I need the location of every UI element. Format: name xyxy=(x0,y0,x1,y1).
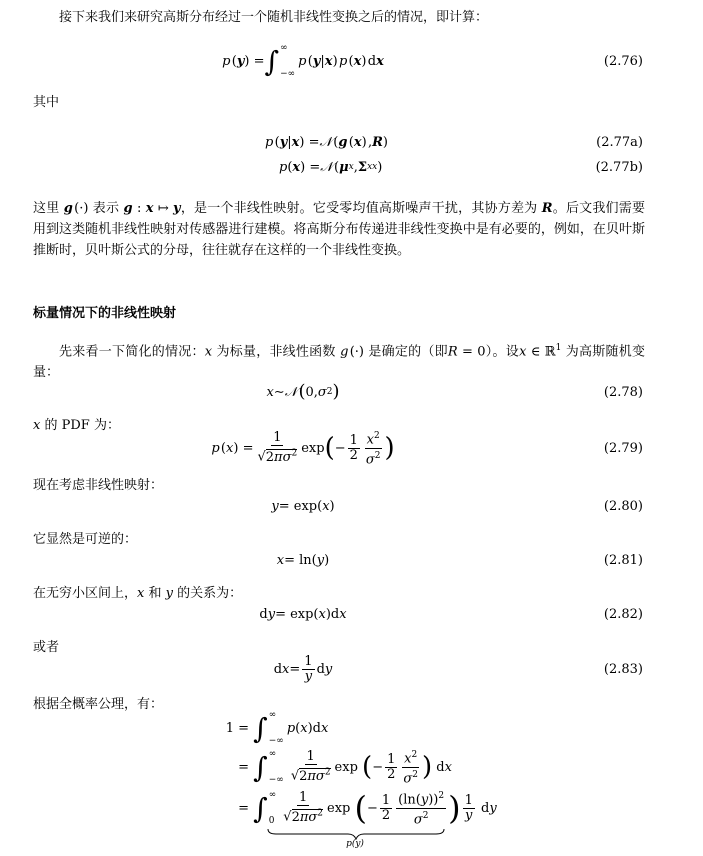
equation-2-82-body: d y = exp( x )d x xyxy=(259,606,347,622)
equation-2-78 xyxy=(33,378,643,406)
equation-2-82 xyxy=(33,602,643,626)
interval-text-3: 的关系为： xyxy=(177,586,243,601)
equation-number: (2.79) xyxy=(603,440,643,456)
derivation-line-2: = ∫ ∞ −∞ $\frac{1}{√2\pi\sigma^2}$ exp ( − $\frac{1}{2}$ $\frac{x^2}{\sigma^2}$ ) d x xyxy=(234,749,452,786)
where-paragraph xyxy=(33,92,645,113)
equation-number: (2.76) xyxy=(603,53,643,69)
equation-2-80 xyxy=(33,494,643,518)
equation-2-77a-body: p ( y | x ) = 𝒩 ( g ( x ) , R ) xyxy=(265,134,388,150)
mapping-description-paragraph: 这里 g (·) 表示 g : x ↦ y，是一个非线性映射。它受零均值高斯噪声干扰，其协方差为 R。后文我们需要用到这类随机非线性映射对传感器进行建模。将高斯分布传递进非线性变换中是有必要的，例如，在贝叶斯推断时，贝叶斯公式的分母，往往就存在这样的一个非线性变换。 xyxy=(33,201,645,258)
equation-number: (2.82) xyxy=(603,606,643,622)
consider-paragraph xyxy=(33,475,645,496)
equation-2-83-body: d x = $\frac{1}{y}$ d y xyxy=(273,653,333,684)
interval-text-1: 在无穷小区间上， xyxy=(33,586,138,601)
equation-number: (2.78) xyxy=(603,384,643,400)
intro-paragraph xyxy=(33,7,645,28)
pdf-text: 的 PDF 为： xyxy=(44,418,120,433)
invertible-paragraph xyxy=(33,529,645,550)
interval-text-2: 和 xyxy=(148,586,162,601)
mapping-text-2: 表示 xyxy=(92,201,120,216)
invertible-text: 它显然是可逆的： xyxy=(33,532,138,547)
equation-2-77a xyxy=(33,130,643,154)
equation-2-76-body: p ( y ) = ∫ ∞ −∞ p ( y | x ) p ( x ) d x xyxy=(222,43,384,79)
equation-number: (2.77b) xyxy=(595,159,643,175)
section-heading: 标量情况下的非线性映射 xyxy=(33,306,177,321)
equation-number: (2.81) xyxy=(603,552,643,568)
equation-2-80-body: y = exp( x ) xyxy=(271,498,335,514)
mapping-text-1: 这里 xyxy=(33,201,60,216)
scalar-text-1: 先来看一下简化的情况： xyxy=(59,344,205,360)
scalar-text-3: 是确定的（即 xyxy=(368,344,448,360)
total-probability-text: 根据全概率公理，有： xyxy=(33,697,164,712)
scalar-text-4: ）。设 xyxy=(485,344,520,360)
pdf-paragraph: x 的 PDF 为： xyxy=(33,418,120,433)
scalar-text-5: 为高斯随机变量： xyxy=(33,344,645,381)
scalar-text-2: 为标量，非线性函数 xyxy=(216,344,336,360)
intro-text: 接下来我们来研究高斯分布经过一个随机非线性变换之后的情况，即计算： xyxy=(59,10,489,25)
mapping-text-3: ，是一个非线性映射。它受零均值高斯噪声干扰，其协方差为 xyxy=(180,201,538,216)
underbrace-label: p(y) xyxy=(346,839,364,849)
equation-2-77b xyxy=(33,155,643,179)
scalar-case-paragraph: 先来看一下简化的情况：x 为标量，非线性函数 g (·) 是确定的（即R = 0）。设x ∈ ℝ$^1$ 为高斯随机变量： xyxy=(33,343,645,381)
equation-2-76 xyxy=(33,43,643,79)
equation-number: (2.80) xyxy=(603,498,643,514)
equation-2-77b-body: p ( x ) = 𝒩 ( μ x , Σ xx ) xyxy=(279,159,383,175)
derivation-line-3: = ∫ ∞ 0 $\frac{1}{√2\pi\sigma^2}$ exp ( − $\frac{1}{2}$ $\frac{(\ln(y))^2}{\sigma^2}$ ) $\frac{1}{y}$ d y xyxy=(234,789,497,827)
or-text: 或者 xyxy=(33,640,60,655)
derivation-line-1: 1 = ∫ ∞ −∞ p ( x )d x xyxy=(225,710,329,746)
equation-2-81 xyxy=(33,548,643,572)
equation-number: (2.77a) xyxy=(596,134,643,150)
equation-2-83 xyxy=(33,650,643,688)
where-text: 其中 xyxy=(33,95,60,110)
equation-2-81-body: x = ln( y ) xyxy=(276,552,330,568)
interval-paragraph: 在无穷小区间上，x 和 y 的关系为： xyxy=(33,586,243,601)
equation-2-79 xyxy=(33,428,643,468)
mapping-text-4: 。后文我们需要用到这类随机非线性映射对传感器进行建模。将高斯分布传递进非线性变换中是有必要的，例如，在贝叶斯推断时，贝叶斯公式的分母，往往就存在这样的一个非线性变换。 xyxy=(33,201,645,258)
equation-2-79-body: p ( x ) = $\frac{1}{√2\pi\sigma^2}$ exp ( − $\frac{1}{2}$ $\frac{x^2}{\sigma^2}$ ) xyxy=(211,430,395,467)
equation-2-78-body: x ∼ 𝒩 ( 0, σ 2 ) xyxy=(266,381,340,402)
consider-text: 现在考虑非线性映射： xyxy=(33,478,164,493)
equation-number: (2.83) xyxy=(603,661,643,677)
